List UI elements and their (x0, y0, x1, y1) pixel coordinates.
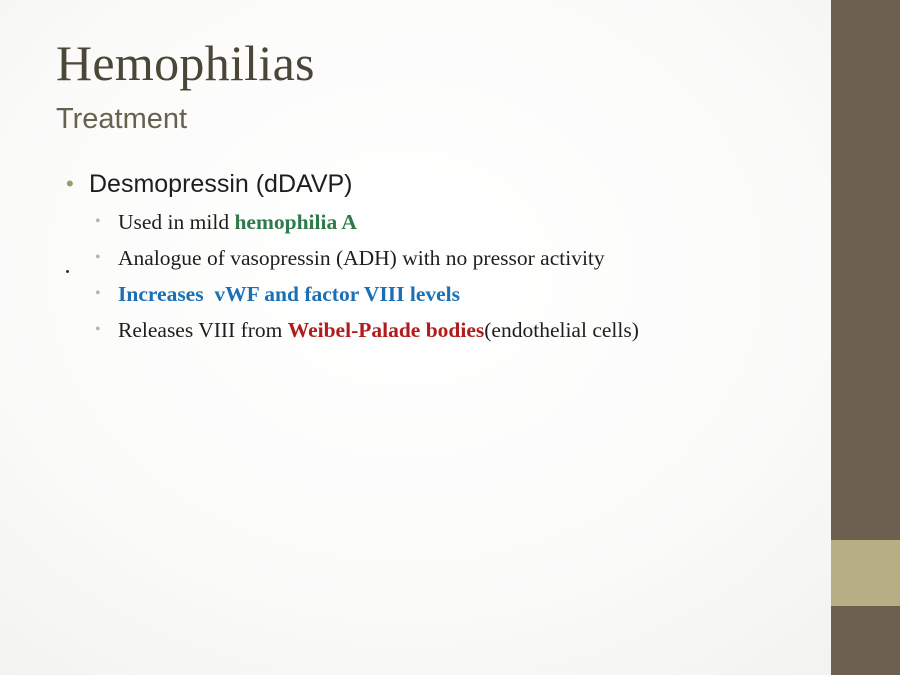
sub-bullet-text-after: (endothelial cells) (484, 317, 639, 342)
bullet-list (60, 166, 820, 348)
bullet-icon: • (95, 321, 101, 338)
sub-bullet-text: Analogue of vasopressin (ADH) with no pressor activity (118, 245, 605, 270)
sub-bullet-highlight: Weibel-Palade bodies (287, 317, 485, 342)
bullet-icon: • (95, 213, 101, 230)
sub-bullet (95, 276, 820, 312)
slide-title: Hemophilias (56, 35, 315, 91)
bullet-icon: • (95, 249, 101, 266)
sub-bullet (95, 204, 820, 240)
sub-bullet-list (95, 204, 820, 348)
main-bullet-text: Desmopressin (dDAVP) (89, 169, 353, 198)
sidebar-accent-block (831, 540, 900, 606)
main-bullet (60, 166, 820, 202)
sub-bullet-highlight: Increases vWF and factor VIII levels (118, 281, 460, 306)
bullet-icon: • (95, 285, 101, 302)
sub-bullet-text: Used in mild (118, 209, 235, 234)
sub-bullet (95, 240, 820, 276)
sub-bullet-highlight: hemophilia A (234, 209, 357, 234)
sub-bullet-text: Releases VIII from (118, 317, 288, 342)
slide-subtitle: Treatment (56, 103, 188, 135)
sub-bullet (95, 312, 820, 348)
bullet-icon: • (66, 171, 74, 196)
